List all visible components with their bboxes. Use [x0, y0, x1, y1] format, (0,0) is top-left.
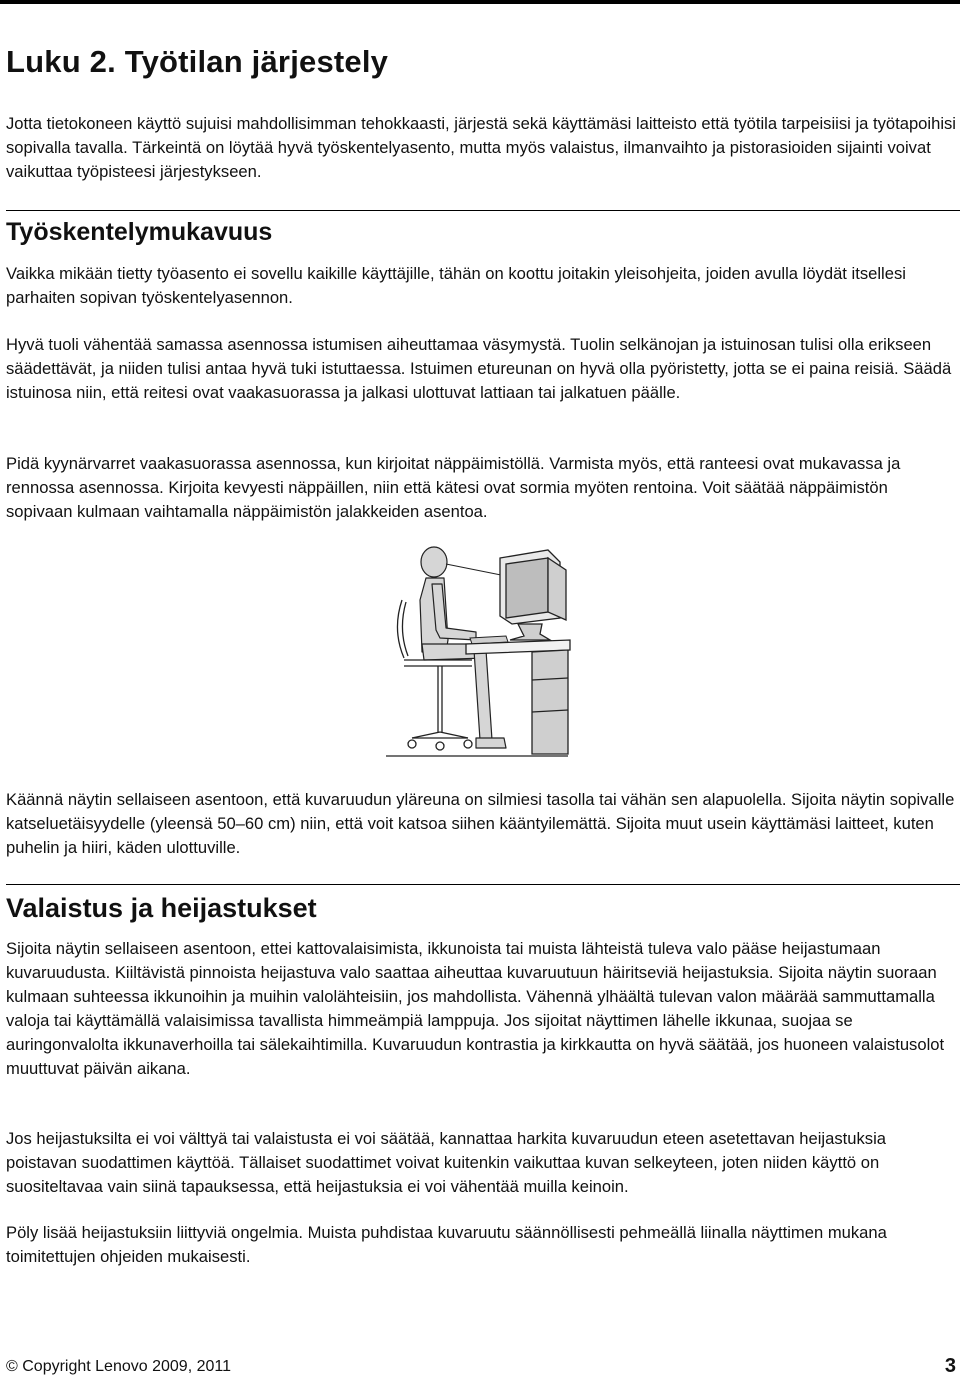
lighting-paragraph-1: Sijoita näytin sellaiseen asentoon, ettei kattovalaisimista, ikkunoista tai muista lähteistä tuleva valo pääse heijastumaan kuvaruudusta. Kiiltävistä pinnoista heijastuva valo saattaa aiheuttaa kuvaruutuun häiritseviä heijastuksia. Sijoita näytin suoraan kulmaan suhteessa ikkunoihin ja muihin valolähteisiin, jos mahdollista. Vähennä ylhäältä tulevan valon määrää sammuttamalla valoja tai käyttämällä valaisimissa tavallista himmeämpiä lamppuja. Jos sijoitat näyttimen lähelle ikkunaa, suojaa se auringonvalolta ikkunaverhoilla tai sälekaihtimilla. Kuvaruudun kontrastia ja kirkkautta on hyvä säätää, jos huoneen valaistusolot muuttuvat päivän aikana.: [6, 939, 945, 1078]
top-rule: [0, 0, 960, 4]
comfort-paragraph-4: Käännä näytin sellaiseen asentoon, että kuvaruudun yläreuna on silmiesi tasolla tai vähän sen alapuolella. Sijoita näytin sopivalle katseluetäisyydelle (yleensä 50–60 cm) niin, että voit katsoa siihen kääntyilemättä. Sijoita muut usein käyttämäsi laitteet, kuten puhelin ja hiiri, käden ulottuville.: [6, 790, 955, 857]
chapter-title: Luku 2. Työtilan järjestely: [6, 44, 389, 79]
section-rule: [6, 210, 960, 211]
comfort-paragraph-3: Pidä kyynärvarret vaakasuorassa asennossa, kun kirjoitat näppäimistöllä. Varmista myös, että ranteesi ovat mukavassa ja rennossa asennossa. Kirjoita kevyesti näppäillen, niin että kätesi ovat sormia myöten rentoina. Voit säätää näppäimistön sopivaan kulmaan vaihtamalla näppäimistön jalakkeiden asentoa.: [6, 454, 901, 521]
section-heading-comfort: Työskentelymukavuus: [6, 218, 273, 246]
lighting-paragraph-3: Pöly lisää heijastuksiin liittyviä ongelmia. Muista puhdistaa kuvaruutu säännöllisesti pehmeällä liinalla näyttimen mukana toimitettujen ohjeiden mukaisesti.: [6, 1223, 887, 1266]
lighting-paragraph-2: Jos heijastuksilta ei voi välttyä tai valaistusta ei voi säätää, kannattaa harkita kuvaruudun eteen asetettavan heijastuksia poistavan suodattimen käyttöä. Tällaiset suodattimet voivat kuitenkin vaikuttaa kuvan selkeyteen, joten niiden käyttö on suositeltavaa vain siinä tapauksessa, että heijastuksia ei voi vähentää muilla keinoin.: [6, 1129, 886, 1196]
page-number: 3: [944, 1355, 956, 1377]
ergonomic-workstation-illustration: [382, 540, 572, 762]
intro-paragraph: Jotta tietokoneen käyttö sujuisi mahdollisimman tehokkaasti, järjestä sekä käyttämäsi laitteisto että työtila tarpeisiisi ja työtapoihisi sopivalla tavalla. Tärkeintä on löytää hyvä työskentelyasento, mutta myös valaistus, ilmanvaihto ja pistorasioiden sijainti voivat vaikuttaa työpisteesi järjestykseen.: [6, 114, 956, 181]
comfort-paragraph-1: Vaikka mikään tietty työasento ei sovellu kaikille käyttäjille, tähän on koottu joitakin yleisohjeita, joiden avulla löydät itsellesi parhaiten sopivan työskentelyasennon.: [6, 264, 906, 307]
copyright-notice: © Copyright Lenovo 2009, 2011: [6, 1358, 231, 1375]
section-heading-lighting: Valaistus ja heijastukset: [6, 893, 317, 923]
comfort-paragraph-2: Hyvä tuoli vähentää samassa asennossa istumisen aiheuttamaa väsymystä. Tuolin selkänojan ja istuinosan tulisi olla erikseen säädettävät, ja niiden tulisi antaa hyvä tuki istuttaessa. Istuimen etureunan on hyvä olla pyöristetty, jotta se ei paina reisiä. Säädä istuinosa niin, että reitesi ovat vaakasuorassa ja jalkasi ulottuvat lattiaan tai jalkatuen päälle.: [6, 335, 952, 402]
section-rule: [6, 884, 960, 885]
